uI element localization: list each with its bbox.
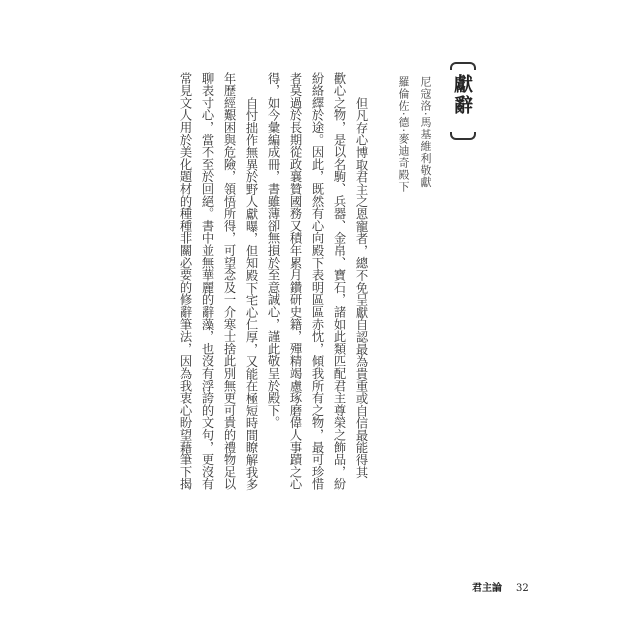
text-column: 得，如今彙編成冊，書雖薄卻無損於至意誠心，謹此敬呈於殿下。 [266, 72, 280, 429]
page-footer [472, 579, 529, 594]
text-column: 者莫過於長期從政襄贊國務又積年累月鑽研史籍，殫精竭慮琢磨偉人事蹟之心 [288, 72, 302, 491]
bracket-top-icon [450, 62, 476, 70]
text-column: 自忖拙作無異於野人獻曝，但知殿下宅心仁厚，又能在極短時間瞭解我多 [244, 97, 258, 491]
chapter-title: 獻辭 [451, 74, 473, 116]
body-text [174, 72, 372, 502]
recipient-byline: 羅倫佐·德·麥迪奇殿下 [397, 76, 410, 193]
author-byline: 尼寇洛·馬基維利敬獻 [419, 76, 432, 189]
text-column: 常見文人用於美化題材的種種非關必要的修辭筆法，因為我衷心盼望藉筆下揭 [178, 72, 192, 491]
text-column: 歡心之物，是以名駒、兵器、金帛、寶石，諸如此類匹配君主尊榮之飾品，紛 [332, 72, 346, 491]
running-title: 君主論 [472, 583, 502, 594]
chapter-heading [448, 62, 476, 140]
text-column: 紛絡繹於途。因此，既然有心向殿下表明區區赤忱，傾我所有之物，最可珍惜 [310, 72, 324, 491]
text-column: 但凡存心博取君主之恩寵者，總不免呈獻自認最為貴重或自信最能得其 [354, 97, 368, 479]
page-number: 32 [516, 583, 529, 594]
text-column: 聊表寸心，當不至於回絕。書中並無華麗的辭藻，也沒有浮誇的文句，更沒有 [200, 72, 214, 491]
text-column: 年歷經艱困與危險，領悟所得，可望念及一介寒士捨此別無更可貴的禮物足以 [222, 72, 236, 491]
bracket-bottom-icon [450, 132, 476, 140]
